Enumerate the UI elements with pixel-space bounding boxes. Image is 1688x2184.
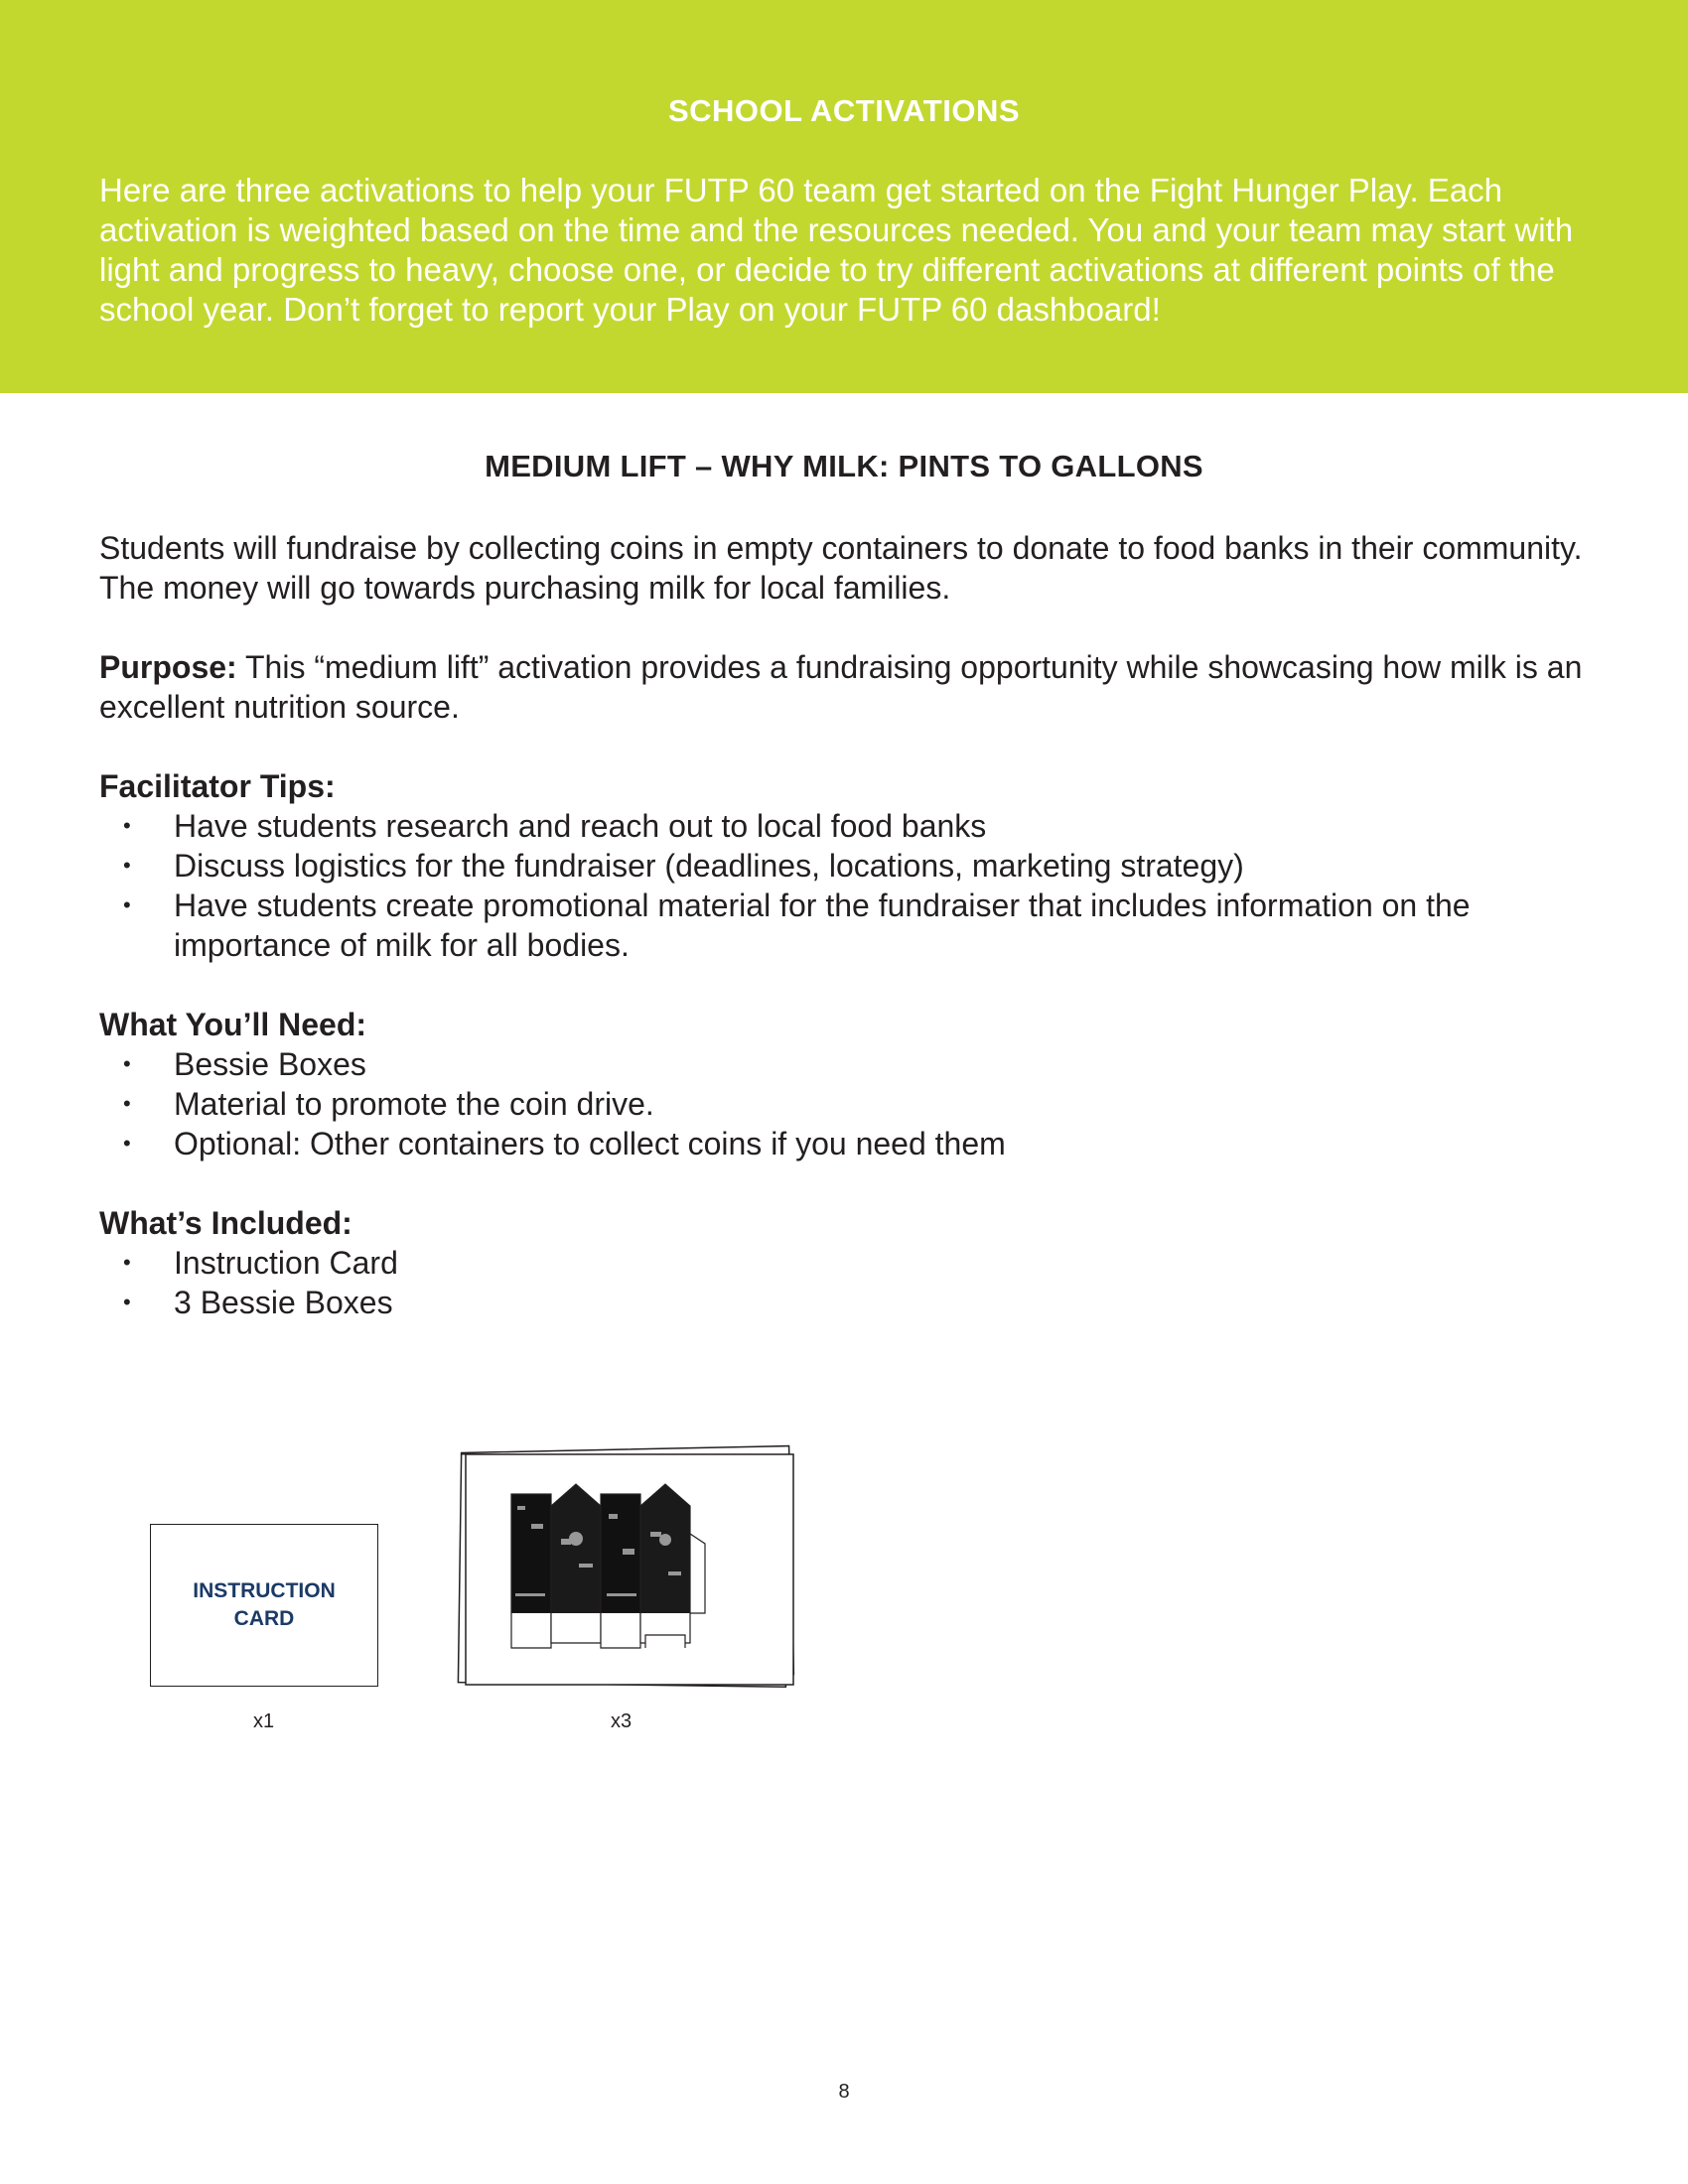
- list-item: • Instruction Card: [99, 1243, 1618, 1283]
- whats-included-list: [99, 1243, 1618, 1322]
- activation-content: [99, 528, 1618, 1362]
- list-item: • Have students research and reach out to local food banks: [99, 806, 1618, 846]
- purpose-text: This “medium lift” activation provides a fundraising opportunity while showcasing how milk is an excellent nutrition source.: [99, 649, 1583, 725]
- whats-included-heading: What’s Included:: [99, 1205, 352, 1241]
- header-banner: [0, 0, 1688, 393]
- instruction-card-label: INSTRUCTION CARD: [193, 1579, 336, 1630]
- facilitator-tips-heading: Facilitator Tips:: [99, 768, 336, 804]
- list-item: • Material to promote the coin drive.: [99, 1084, 1618, 1124]
- purpose-paragraph: [99, 647, 1618, 727]
- bessie-boxes-quantity: x3: [611, 1710, 633, 1732]
- instruction-card-quantity: x1: [253, 1710, 275, 1732]
- bessie-boxes-illustration: [452, 1444, 804, 1693]
- instruction-card-illustration: [150, 1524, 378, 1687]
- list-item: • Have students create promotional material for the fundraiser that includes information on the importance of milk for all bodies.: [99, 886, 1618, 965]
- page-number: 8: [838, 2081, 850, 2103]
- list-item: • Optional: Other containers to collect coins if you need them: [99, 1124, 1618, 1163]
- list-item: • Discuss logistics for the fundraiser (deadlines, locations, marketing strategy): [99, 846, 1618, 886]
- banner-intro-text: Here are three activations to help your FUTP 60 team get started on the Fight Hunger Play. Each activation is weighted based on the time and the resources needed. You and your team may start with light and progress to heavy, choose one, or decide to try different activations at different points of the school year. Don’t forget to report your Play on your FUTP 60 dashboard!: [99, 172, 1574, 328]
- list-item: • Bessie Boxes: [99, 1044, 1618, 1084]
- purpose-label: Purpose:: [99, 649, 237, 685]
- intro-paragraph: Students will fundraise by collecting coins in empty containers to donate to food banks in their community. The money will go towards purchasing milk for local families.: [99, 530, 1583, 606]
- facilitator-tips-list: [99, 806, 1618, 965]
- section-title: MEDIUM LIFT – WHY MILK: PINTS TO GALLONS: [485, 449, 1203, 483]
- banner-title: SCHOOL ACTIVATIONS: [667, 93, 1021, 128]
- list-item: • 3 Bessie Boxes: [99, 1283, 1618, 1322]
- what-you-need-heading: What You’ll Need:: [99, 1007, 367, 1042]
- what-you-need-list: [99, 1044, 1618, 1163]
